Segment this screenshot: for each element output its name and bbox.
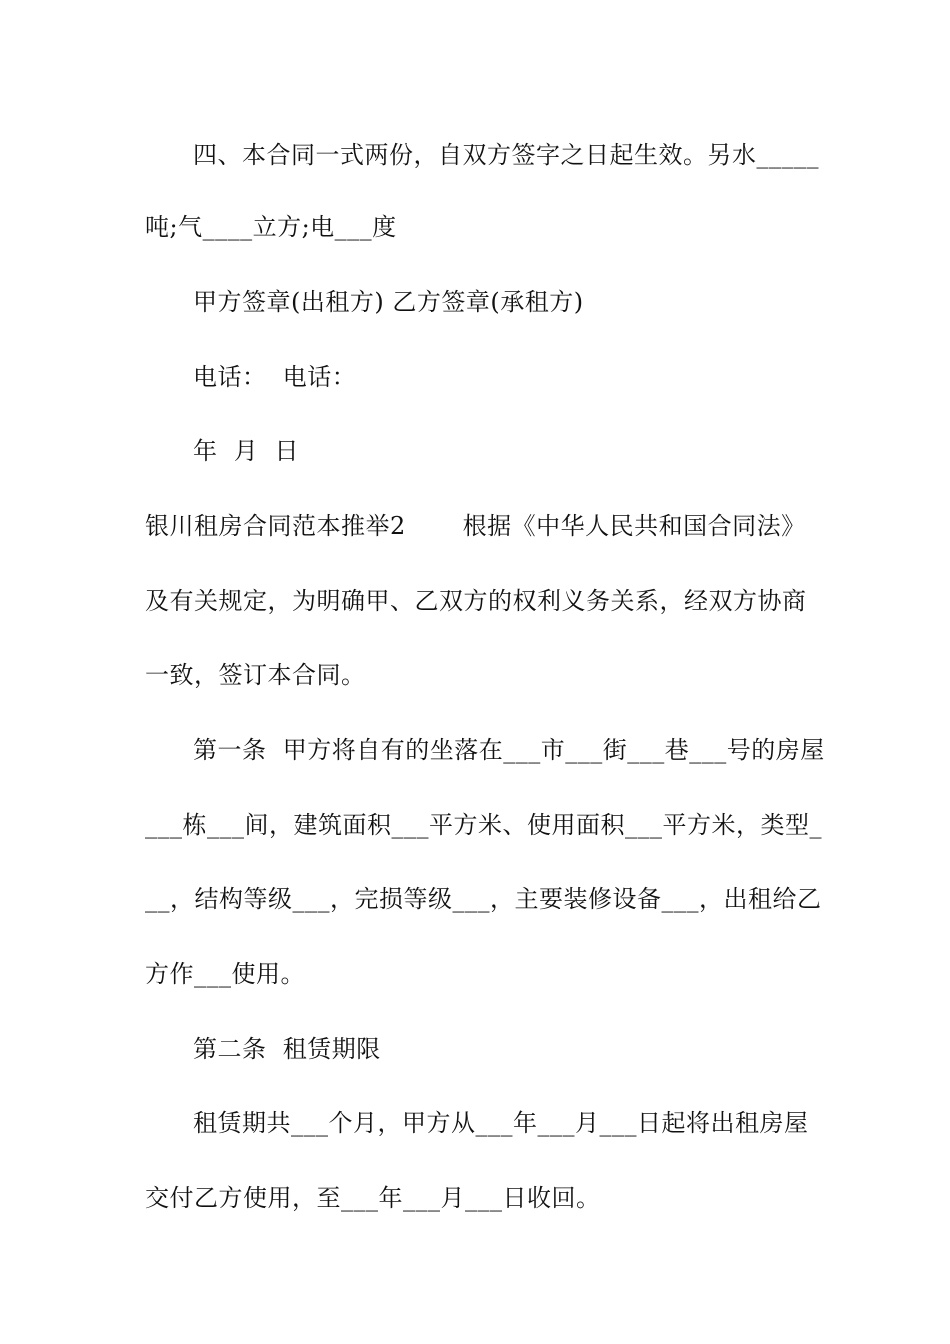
date-line: 年 月 日 <box>193 437 300 465</box>
signature-line: 甲方签章(出租方) 乙方签章(承租方) <box>193 288 584 316</box>
article-2-line-1: 租赁期共___个月，甲方从___年___月___日起将出租房屋 <box>193 1109 809 1137</box>
article-1-line-1: 第一条 甲方将自有的坐落在___市___街___巷___号的房屋 <box>193 736 825 764</box>
article-1-line-2: ___栋___间，建筑面积___平方米、使用面积___平方米，类型_ <box>145 811 822 839</box>
article-2-heading: 第二条 租赁期限 <box>193 1035 381 1063</box>
article-2-line-2: 交付乙方使用，至___年___月___日收回。 <box>145 1184 601 1212</box>
paragraph-line-1: 四、本合同一式两份，自双方签字之日起生效。另水_____ <box>193 141 819 169</box>
article-1-line-3: __，结构等级___，完损等级___，主要装修设备___，出租给乙 <box>145 885 822 913</box>
phone-line: 电话： 电话： <box>193 363 357 391</box>
section-title-line: 银川租房合同范本推举2 根据《中华人民共和国合同法》 <box>145 512 806 540</box>
article-1-line-4: 方作___使用。 <box>145 960 305 988</box>
paragraph-line-2: 吨;气____立方;电___度 <box>145 213 397 241</box>
paragraph-line-7: 及有关规定，为明确甲、乙双方的权利义务关系，经双方协商 <box>145 587 807 615</box>
paragraph-line-8: 一致，签订本合同。 <box>145 661 366 689</box>
